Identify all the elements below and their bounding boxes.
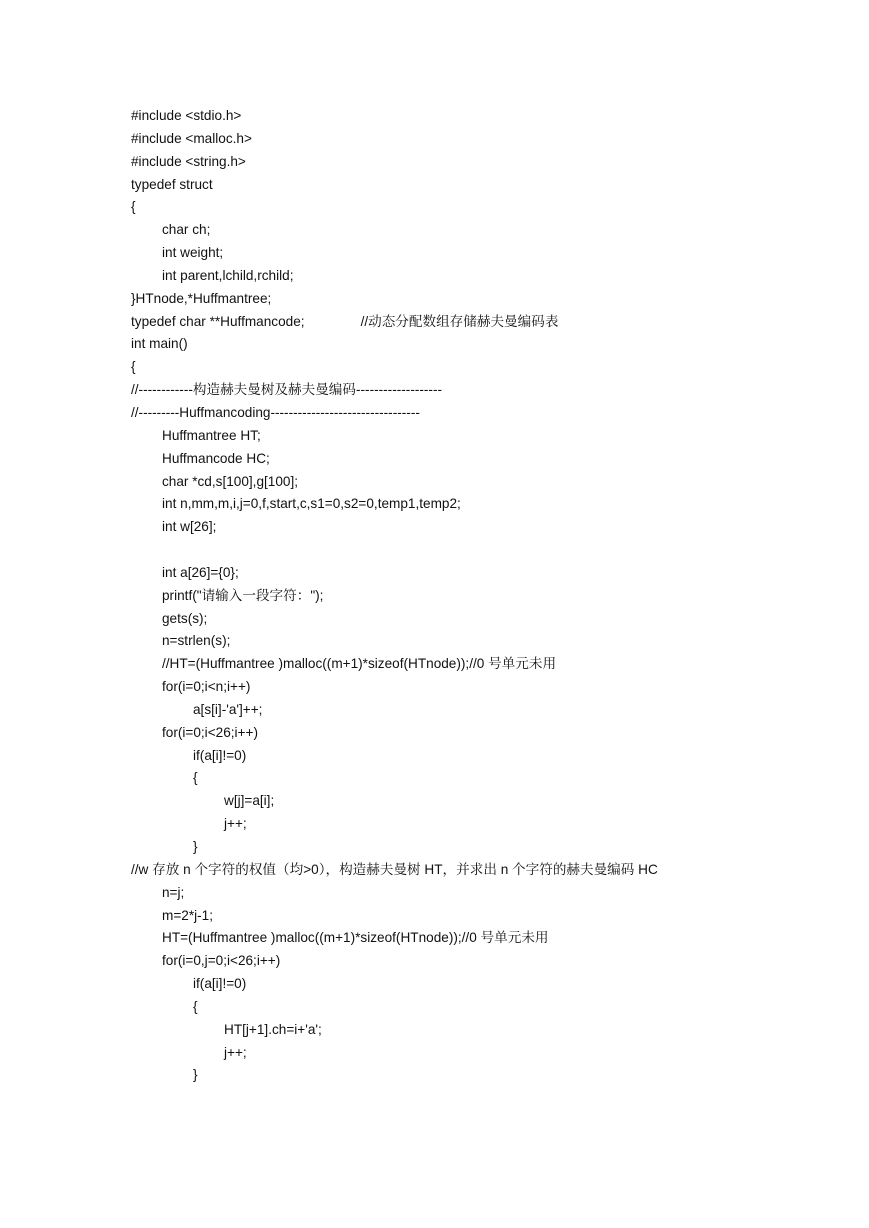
code-line	[131, 516, 831, 539]
code-line	[131, 1042, 831, 1065]
code-text: int parent,lchild,rchild;	[162, 267, 294, 283]
code-text: typedef struct	[131, 176, 213, 192]
code-line	[131, 333, 831, 356]
code-line	[131, 128, 831, 151]
code-comment: //动态分配数组存储赫夫曼编码表	[360, 313, 559, 329]
code-text: typedef char **Huffmancode;	[131, 313, 305, 329]
code-text: int weight;	[162, 245, 224, 261]
code-line	[131, 379, 831, 402]
code-line	[131, 402, 831, 425]
code-line	[131, 905, 831, 928]
code-line	[131, 950, 831, 973]
code-text: {	[131, 359, 136, 375]
code-text: if(a[i]!=0)	[193, 747, 247, 763]
code-line	[131, 1019, 831, 1042]
code-line	[131, 745, 831, 768]
code-text: w[j]=a[i];	[224, 793, 275, 809]
code-line	[131, 813, 831, 836]
code-text: Huffmancode HC;	[162, 450, 270, 466]
code-text: int w[26];	[162, 519, 217, 535]
code-line	[131, 653, 831, 676]
code-line	[131, 722, 831, 745]
code-text: gets(s);	[162, 610, 208, 626]
code-text: char *cd,s[100],g[100];	[162, 473, 299, 489]
code-line	[131, 562, 831, 585]
code-text: for(i=0,j=0;i<26;i++)	[162, 953, 281, 969]
code-line	[131, 859, 831, 882]
code-text: #include <malloc.h>	[131, 130, 252, 146]
code-line	[131, 493, 831, 516]
code-text: int main()	[131, 336, 188, 352]
code-line	[131, 1064, 831, 1087]
code-text: j++;	[224, 816, 247, 832]
code-text: }	[193, 1067, 198, 1083]
code-line	[131, 288, 831, 311]
code-text: int n,mm,m,i,j=0,f,start,c,s1=0,s2=0,temp1,temp2;	[162, 496, 461, 512]
code-line	[131, 242, 831, 265]
code-text: {	[193, 770, 198, 786]
code-listing	[131, 105, 831, 1087]
code-line	[131, 265, 831, 288]
code-text: {	[131, 199, 136, 215]
code-line	[131, 699, 831, 722]
code-text: m=2*j-1;	[162, 907, 213, 923]
code-line	[131, 608, 831, 631]
code-line	[131, 539, 831, 562]
code-text: //HT=(Huffmantree )malloc((m+1)*sizeof(HTnode));//0 号单元未用	[162, 656, 557, 672]
code-text: for(i=0;i<n;i++)	[162, 679, 251, 695]
code-text: int a[26]={0};	[162, 564, 239, 580]
code-line	[131, 425, 831, 448]
code-line	[131, 630, 831, 653]
code-text: }HTnode,*Huffmantree;	[131, 290, 272, 306]
code-line	[131, 585, 831, 608]
code-text: Huffmantree HT;	[162, 427, 261, 443]
code-line	[131, 996, 831, 1019]
code-line	[131, 676, 831, 699]
code-text: n=strlen(s);	[162, 633, 231, 649]
code-text: printf("请输入一段字符：");	[162, 587, 324, 603]
code-line	[131, 174, 831, 197]
code-line	[131, 471, 831, 494]
code-line	[131, 356, 831, 379]
code-line	[131, 790, 831, 813]
code-text: //---------Huffmancoding---------------------------------	[131, 404, 420, 420]
code-text: for(i=0;i<26;i++)	[162, 724, 258, 740]
code-text: #include <stdio.h>	[131, 108, 242, 123]
code-line	[131, 105, 831, 128]
code-text: if(a[i]!=0)	[193, 976, 247, 992]
code-line	[131, 882, 831, 905]
code-text: n=j;	[162, 884, 185, 900]
code-text: //------------构造赫夫曼树及赫夫曼编码-------------------	[131, 382, 443, 398]
code-text: #include <string.h>	[131, 153, 246, 169]
code-text: //w 存放 n 个字符的权值（均>0），构造赫夫曼树 HT，并求出 n 个字符的赫夫曼编码 HC	[131, 861, 658, 877]
code-line	[131, 151, 831, 174]
code-text: {	[193, 998, 198, 1014]
code-line	[131, 973, 831, 996]
code-text: a[s[i]-'a']++;	[193, 701, 263, 717]
code-text: HT[j+1].ch=i+'a';	[224, 1021, 322, 1037]
code-line	[131, 448, 831, 471]
code-line	[131, 836, 831, 859]
code-line	[131, 219, 831, 242]
code-line	[131, 767, 831, 790]
code-text: HT=(Huffmantree )malloc((m+1)*sizeof(HTnode));//0 号单元未用	[162, 930, 549, 946]
code-line	[131, 196, 831, 219]
code-text: j++;	[224, 1044, 247, 1060]
code-line	[131, 311, 831, 334]
code-text: }	[193, 839, 198, 854]
code-line	[131, 927, 831, 950]
code-text: char ch;	[162, 222, 211, 238]
